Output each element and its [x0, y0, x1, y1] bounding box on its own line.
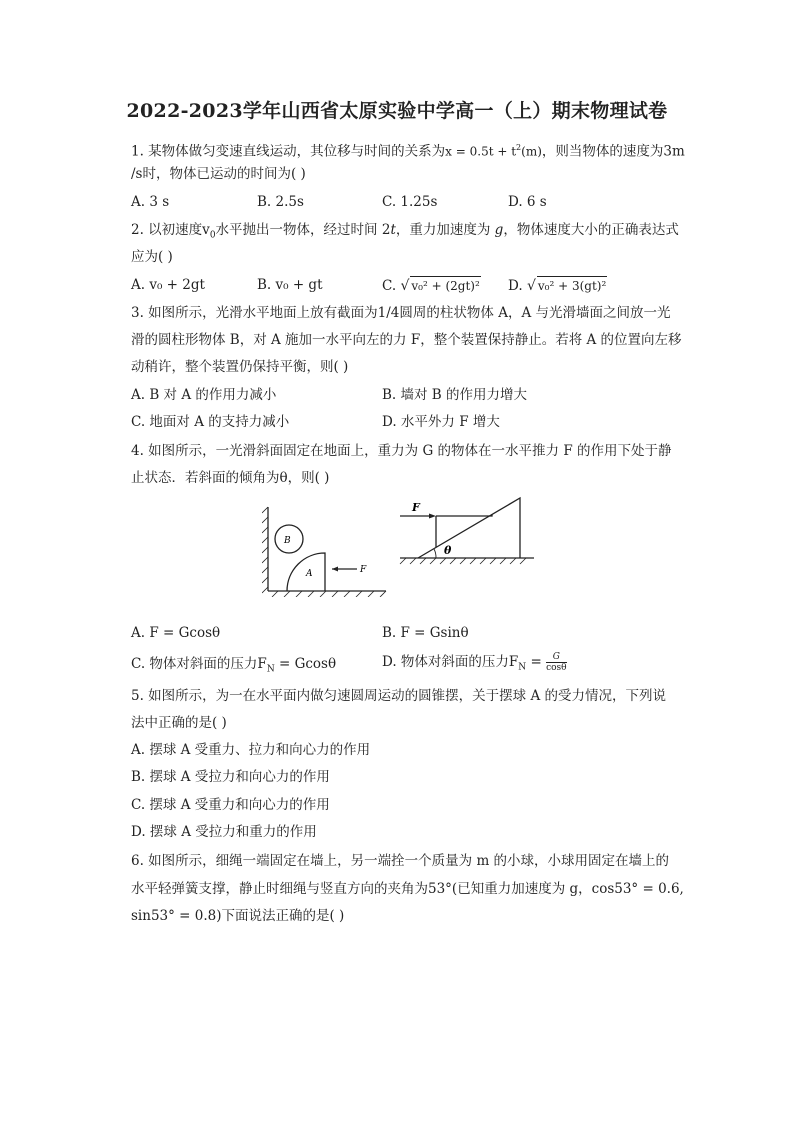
q3-line2: 滑的圆柱形物体 B，对 A 施加一水平向左的力 F，整个装置保持静止。若将 A 的位置向左移 — [131, 332, 682, 348]
q5-option-d[interactable]: D. 摆球 A 受拉力和重力的作用 — [131, 824, 317, 840]
q6-line1: 6. 如图所示，细绳一端固定在墙上，另一端拴一个质量为 m 的小球，小球用固定在墙上的 — [131, 853, 670, 869]
force-arrow-head — [332, 567, 338, 572]
q2-option-d-expr: v₀² + 3(gt)² — [537, 276, 607, 295]
q5-option-c[interactable]: C. 摆球 A 受重力和向心力的作用 — [131, 797, 330, 813]
q4-option-d-fraction — [546, 652, 567, 673]
q2-option-c-label: C. — [382, 278, 397, 294]
q5-line2: 法中正确的是( ) — [131, 715, 227, 731]
q1-line1 — [131, 139, 685, 161]
incline-ground-hatch — [400, 558, 526, 564]
q4-option-c-tail: = Gcosθ — [274, 656, 337, 672]
q4-line2: 止状态．若斜面的倾角为θ，则( ) — [131, 470, 330, 486]
q4-option-d[interactable] — [382, 652, 567, 677]
q3-option-a[interactable]: A. B 对 A 的作用力减小 — [131, 387, 277, 403]
q1-text-b: ，则当物体的速度为3m — [541, 143, 685, 160]
push-arrow-head — [429, 514, 436, 519]
q4-option-c[interactable] — [131, 655, 336, 679]
label-a: A — [306, 569, 313, 579]
q1-formula-unit: (m) — [521, 144, 542, 159]
q2-option-d-label: D. — [508, 278, 523, 294]
q4-option-a[interactable]: A. F = Gcosθ — [131, 625, 221, 641]
q1-option-c[interactable]: C. 1.25s — [382, 194, 438, 210]
q4-option-b[interactable]: B. F = Gsinθ — [382, 625, 469, 641]
q2-sub: 0 — [209, 230, 216, 241]
q3-line1: 3. 如图所示，光滑水平地面上放有截面为1/4圆周的柱状物体 A，A 与光滑墙面之间放一光 — [131, 305, 671, 321]
q3-option-b[interactable]: B. 墙对 B 的作用力增大 — [382, 387, 528, 403]
q1-option-a[interactable]: A. 3 s — [131, 194, 170, 210]
q2-option-b[interactable]: B. v₀ + gt — [257, 277, 323, 293]
angle-arc — [434, 549, 436, 558]
q3-line3: 动稍许，整个装置仍保持平衡，则( ) — [131, 359, 349, 375]
q2-t: t — [390, 222, 396, 238]
incline-slope — [418, 498, 520, 558]
q2-option-c-expr: v₀² + (2gt)² — [410, 276, 480, 295]
label-theta: θ — [444, 544, 452, 557]
q5-option-a[interactable]: A. 摆球 A 受重力、拉力和向心力的作用 — [131, 742, 371, 758]
q1-option-d[interactable]: D. 6 s — [508, 194, 547, 210]
q6-line3: sin53° = 0.8)下面说法正确的是( ) — [131, 908, 345, 924]
q4-option-c-sub: N — [266, 664, 275, 675]
ground-hatch — [272, 591, 386, 597]
q2-option-d[interactable]: D. √ v₀² + 3(gt)² — [508, 278, 607, 294]
wall-hatch — [262, 507, 268, 593]
page-title: 2022-2023学年山西省太原实验中学高一（上）期末物理试卷 — [126, 100, 668, 122]
q4-option-d-text: D. 物体对斜面的压力F — [382, 654, 519, 670]
q2-option-a[interactable]: A. v₀ + 2gt — [131, 277, 205, 293]
q2-text-b: 水平抛出一物体，经过时间 2 — [215, 222, 391, 238]
q1-line2: /s时，物体已运动的时间为( ) — [131, 166, 306, 182]
q2-g: g — [494, 222, 504, 238]
q4-option-d-num: G — [546, 652, 567, 663]
q4-option-d-den: cosθ — [546, 663, 567, 673]
figure-incline — [396, 494, 538, 568]
q4-option-d-eq: = — [526, 654, 547, 670]
q2-option-c[interactable]: C. √ v₀² + (2gt)² — [382, 278, 480, 294]
label-push-f: F — [412, 501, 420, 514]
q4-option-c-text: C. 物体对斜面的压力F — [131, 656, 267, 672]
q4-option-d-sub: N — [518, 662, 527, 673]
label-b: B — [284, 536, 291, 546]
q2-line1 — [131, 221, 679, 245]
q2-text-a: 2. 以初速度v — [131, 222, 210, 238]
q3-option-c[interactable]: C. 地面对 A 的支持力减小 — [131, 414, 290, 430]
label-f: F — [360, 565, 367, 575]
q1-text-a: 1. 某物体做匀变速直线运动，其位移与时间的关系为 — [131, 143, 446, 160]
q2-text-d: ，物体速度大小的正确表达式 — [503, 222, 679, 238]
q4-line1: 4. 如图所示，一光滑斜面固定在地面上，重力为 G 的物体在一水平推力 F 的作用下处于静 — [131, 443, 672, 459]
q5-line1: 5. 如图所示，为一在水平面内做匀速圆周运动的圆锥摆，关于摆球 A 的受力情况，下列说 — [131, 688, 667, 704]
q3-option-d[interactable]: D. 水平外力 F 增大 — [382, 414, 500, 430]
q1-option-b[interactable]: B. 2.5s — [257, 194, 304, 210]
figure-cylinder-wall — [262, 503, 390, 597]
q5-option-b[interactable]: B. 摆球 A 受拉力和向心力的作用 — [131, 769, 330, 785]
q6-line2: 水平轻弹簧支撑，静止时细绳与竖直方向的夹角为53°(已知重力加速度为 g，cos53° = 0.6, — [131, 881, 684, 897]
q1-formula-exp: 2 — [516, 143, 522, 152]
q2-line2: 应为( ) — [131, 249, 173, 265]
q1-formula: x = 0.5t + t — [445, 144, 517, 159]
q2-text-c: ，重力加速度为 — [395, 222, 495, 238]
